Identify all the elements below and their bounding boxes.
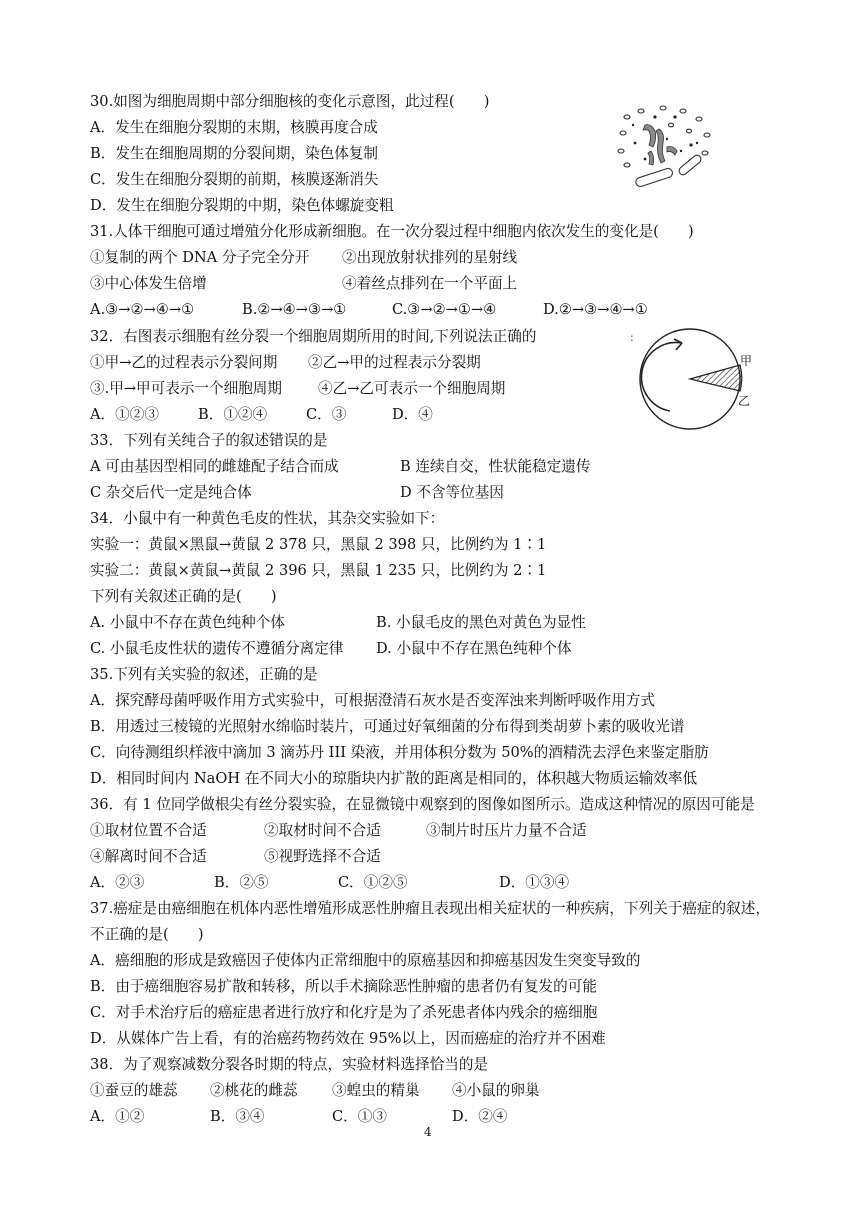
q31-item-3: ③中心体发生倍增 [90, 275, 207, 292]
q33-option-b: B 连续自交，性状能稳定遗传 [400, 458, 591, 475]
q36-item-4: ④解离时间不合适 [90, 848, 207, 865]
q30-option-a: A．发生在细胞分裂期的末期，核膜再度合成 [90, 119, 378, 136]
q32-statement-4: ④乙→乙可表示一个细胞周期 [318, 380, 506, 397]
q37-option-c: C．对手术治疗后的癌症患者进行放疗和化疗是为了杀死患者体内残余的癌细胞 [90, 1004, 598, 1021]
q38-stem: 38．为了观察减数分裂各时期的特点，实验材料选择恰当的是 [90, 1056, 489, 1073]
q32-stem: 32．右图表示细胞有丝分裂一个细胞周期所用的时间,下列说法正确的 [90, 328, 537, 345]
q31-option-a: A.③→②→④→① [90, 301, 195, 318]
q34-ask: 下列有关叙述正确的是( ) [90, 588, 277, 605]
q38-option-d: D．②④ [452, 1108, 508, 1125]
q34-option-c: C. 小鼠毛皮性状的遗传不遵循分离定律 [90, 640, 344, 657]
q37-stem-line-1: 37.癌症是由癌细胞在机体内恶性增殖形成恶性肿瘤且表现出相关症状的一种疾病，下列关于癌症的叙述， [90, 900, 770, 917]
q33-option-d: D 不含等位基因 [400, 484, 504, 501]
nucleus-figure [615, 103, 715, 193]
q31-item-1: ①复制的两个 DNA 分子完全分开 [90, 249, 310, 266]
q32-statement-1: ①甲→乙的过程表示分裂间期 [90, 354, 278, 371]
q32-option-a: A．①②③ [90, 406, 159, 423]
q32-option-c: C．③ [306, 406, 347, 423]
q36-stem: 36．有 1 位同学做根尖有丝分裂实验，在显微镜中观察到的图像如图所示。造成这种情况的原因可能是 [90, 796, 755, 813]
q36-option-a: A．②③ [90, 874, 145, 891]
q32-statement-2: ②乙→甲的过程表示分裂期 [308, 354, 481, 371]
q37-stem-line-2: 不正确的是( ) [90, 926, 204, 943]
q30-option-b: B．发生在细胞周期的分裂间期，染色体复制 [90, 145, 379, 162]
label-yi: 乙 [738, 394, 751, 408]
q36-option-b: B．②⑤ [214, 874, 269, 891]
q31-stem: 31.人体干细胞可通过增殖分化形成新细胞。在一次分裂过程中细胞内依次发生的变化是( ) [90, 223, 694, 240]
q34-stem: 34．小鼠中有一种黄色毛皮的性状，其杂交实验如下： [90, 510, 445, 527]
q36-item-1: ①取材位置不合适 [90, 822, 207, 839]
q35-option-a: A．探究酵母菌呼吸作用方式实验中，可根据澄清石灰水是否变浑浊来判断呼吸作用方式 [90, 692, 656, 709]
q38-item-1: ①蚕豆的雄蕊 [90, 1082, 178, 1099]
q35-option-d: D．相同时间内 NaOH 在不同大小的琼脂块内扩散的距离是相同的，体积越大物质运输效率低 [90, 770, 698, 787]
q35-option-c: C．向待测组织样液中滴加 3 滴苏丹 III 染液，并用体积分数为 50%的酒精洗去浮色来鉴定脂肪 [90, 744, 709, 761]
q38-item-4: ④小鼠的卵巢 [452, 1082, 540, 1099]
q32-option-b: B．①②④ [198, 406, 268, 423]
q35-stem: 35.下列有关实验的叙述，正确的是 [90, 666, 318, 683]
q36-option-d: D．①③④ [499, 874, 570, 891]
q36-option-c: C．①②⑤ [338, 874, 408, 891]
q37-option-a: A．癌细胞的形成是致癌因子使体内正常细胞中的原癌基因和抑癌基因发生突变导致的 [90, 952, 641, 969]
q34-option-b: B. 小鼠毛皮的黑色对黄色为显性 [376, 614, 586, 631]
q32-option-d: D．④ [392, 406, 433, 423]
q34-option-a: A. 小鼠中不存在黄色纯种个体 [90, 614, 285, 631]
q31-option-b: B.②→④→③→① [242, 301, 347, 318]
q37-option-d: D．从媒体广告上看，有的治癌药物药效在 95%以上，因而癌症的治疗并不困难 [90, 1030, 606, 1047]
q34-option-d: D. 小鼠中不存在黑色纯种个体 [376, 640, 572, 657]
q34-experiment-2: 实验二：黄鼠×黄鼠→黄鼠 2 396 只，黑鼠 1 235 只，比例约为 2∶1 [90, 562, 547, 579]
q38-option-c: C．①③ [332, 1108, 387, 1125]
cell-cycle-figure [622, 325, 772, 435]
q33-option-a: A 可由基因型相同的雌雄配子结合而成 [90, 458, 339, 475]
page-number: 4 [424, 1125, 432, 1139]
q38-item-3: ③蝗虫的精巢 [332, 1082, 420, 1099]
q36-item-2: ②取材时间不合适 [264, 822, 381, 839]
q36-item-5: ⑤视野选择不合适 [264, 848, 381, 865]
q33-stem: 33．下列有关纯合子的叙述错误的是 [90, 432, 328, 449]
svg-text::: : [630, 331, 634, 344]
q35-option-b: B．用透过三棱镜的光照射水绵临时装片，可通过好氧细菌的分布得到类胡萝卜素的吸收光谱 [90, 718, 685, 735]
q34-experiment-1: 实验一：黄鼠×黑鼠→黄鼠 2 378 只，黑鼠 2 398 只，比例约为 1∶1 [90, 536, 547, 553]
q31-item-4: ④着丝点排列在一个平面上 [342, 275, 518, 292]
q38-item-2: ②桃花的雌蕊 [210, 1082, 298, 1099]
q32-statement-3: ③.甲→甲可表示一个细胞周期 [90, 380, 282, 397]
q33-option-c: C 杂交后代一定是纯合体 [90, 484, 252, 501]
q31-item-2: ②出现放射状排列的星射线 [342, 249, 518, 266]
label-jia: 甲 [740, 354, 753, 368]
q31-option-c: C.③→②→①→④ [392, 301, 497, 318]
q36-item-3: ③制片时压片力量不合适 [426, 822, 587, 839]
q37-option-b: B．由于癌细胞容易扩散和转移，所以手术摘除恶性肿瘤的患者仍有复发的可能 [90, 978, 597, 995]
q38-option-a: A．①② [90, 1108, 145, 1125]
q30-option-d: D．发生在细胞分裂期的中期，染色体螺旋变粗 [90, 197, 394, 214]
q30-stem: 30.如图为细胞周期中部分细胞核的变化示意图，此过程( ) [90, 93, 490, 110]
q38-option-b: B．③④ [210, 1108, 265, 1125]
q30-option-c: C．发生在细胞分裂期的前期，核膜逐渐消失 [90, 171, 379, 188]
q31-option-d: D.②→③→④→① [543, 301, 648, 318]
